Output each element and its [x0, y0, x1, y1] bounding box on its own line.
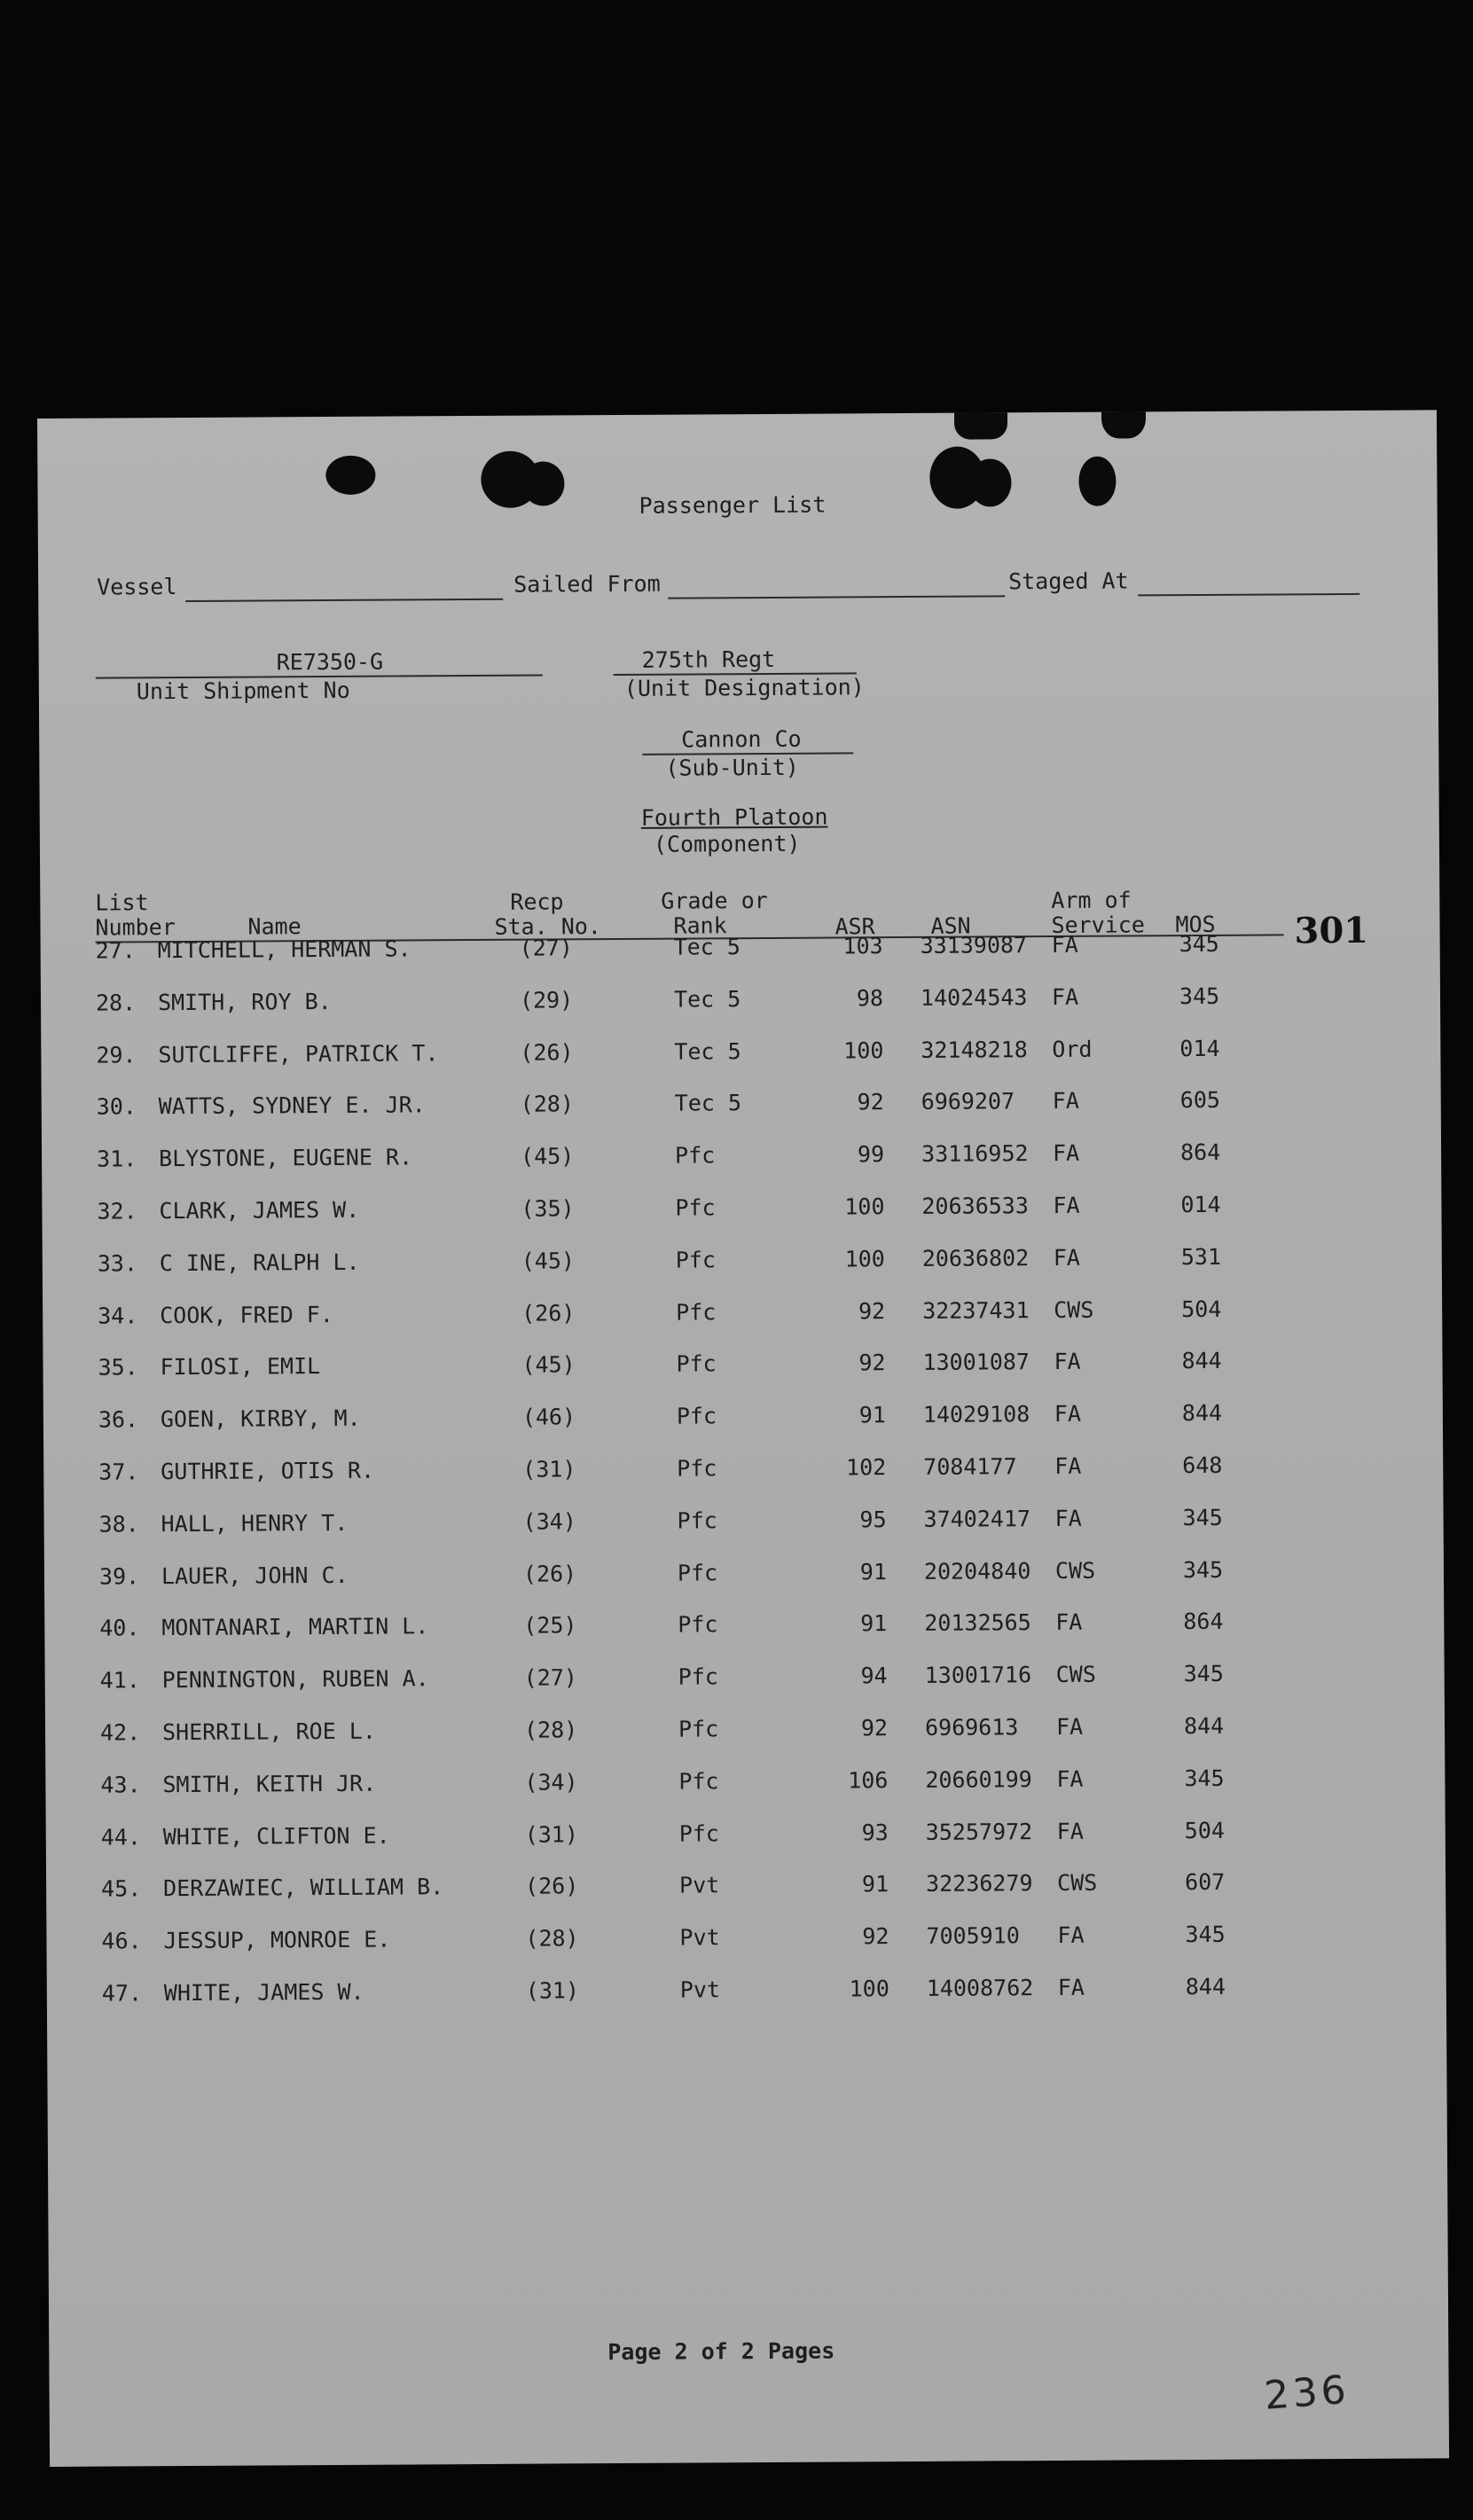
row-asn: 33139087 — [920, 932, 1028, 959]
row-asn: 7084177 — [923, 1453, 1017, 1480]
row-recp-station: (26) — [520, 1038, 574, 1066]
row-grade: Pfc — [675, 1247, 717, 1273]
row-arm-of-service: FA — [1054, 1401, 1082, 1428]
punch-hole — [1078, 457, 1116, 506]
unit-shipment-label: Unit Shipment No — [136, 677, 350, 705]
row-mos: 844 — [1183, 1712, 1225, 1740]
table-row — [43, 1347, 1373, 1385]
row-arm-of-service: FA — [1056, 1818, 1084, 1844]
punch-hole — [968, 458, 1011, 506]
row-name: WHITE, CLIFTON E. — [162, 1822, 390, 1850]
row-mos: 531 — [1180, 1243, 1222, 1270]
row-asn: 32148218 — [921, 1036, 1028, 1063]
row-name: PENNINGTON, RUBEN A. — [161, 1665, 429, 1694]
row-asr: 102 — [845, 1454, 887, 1481]
table-row — [47, 1973, 1377, 2011]
col-asr: ASR — [834, 913, 875, 940]
row-asr: 103 — [842, 933, 883, 959]
row-list-number: 36. — [98, 1406, 139, 1433]
row-name: HALL, HENRY T. — [161, 1509, 349, 1537]
row-asn: 20636802 — [921, 1244, 1030, 1272]
row-list-number: 40. — [99, 1615, 140, 1641]
table-row — [43, 1399, 1374, 1437]
row-arm-of-service: CWS — [1054, 1557, 1096, 1584]
row-list-number: 28. — [95, 990, 137, 1016]
page-title: Passenger List — [639, 491, 827, 519]
row-asn: 14008762 — [926, 1975, 1034, 2001]
col-grade-2: Rank — [673, 912, 727, 939]
table-row — [46, 1816, 1376, 1854]
row-grade: Pvt — [679, 1924, 720, 1951]
row-list-number: 33. — [97, 1250, 138, 1277]
row-mos: 844 — [1181, 1348, 1222, 1374]
row-mos: 648 — [1182, 1452, 1223, 1479]
table-row — [46, 1868, 1376, 1906]
row-grade: Pvt — [679, 1976, 721, 2003]
row-list-number: 46. — [101, 1928, 142, 1954]
unit-designation-label: (Unit Designation) — [623, 674, 865, 701]
row-name: SUTCLIFFE, PATRICK T. — [158, 1039, 439, 1068]
row-asr: 100 — [844, 1245, 885, 1272]
row-asr: 95 — [859, 1506, 887, 1533]
row-grade: Pfc — [677, 1507, 717, 1534]
row-recp-station: (31) — [524, 1820, 579, 1848]
row-arm-of-service: FA — [1057, 1974, 1085, 2001]
row-name: SHERRILL, ROE L. — [161, 1718, 376, 1746]
row-recp-station: (26) — [525, 1873, 579, 1900]
row-asr: 100 — [843, 1037, 884, 1064]
row-name: COOK, FRED F. — [160, 1301, 333, 1328]
row-grade: Tec 5 — [674, 1090, 742, 1117]
row-recp-station: (29) — [519, 987, 574, 1013]
row-asr: 93 — [861, 1819, 889, 1845]
row-grade: Pfc — [675, 1194, 716, 1221]
row-grade: Pfc — [676, 1403, 717, 1429]
table-row — [45, 1712, 1375, 1750]
col-recp-1: Recp — [510, 888, 564, 915]
row-arm-of-service: CWS — [1057, 1870, 1098, 1897]
row-grade: Pfc — [675, 1142, 716, 1169]
row-asr: 91 — [860, 1610, 888, 1637]
sailed-from-label: Sailed From — [513, 570, 661, 598]
row-list-number: 29. — [96, 1041, 137, 1068]
row-asr: 92 — [857, 1089, 884, 1115]
row-arm-of-service: FA — [1054, 1349, 1081, 1375]
row-asr: 92 — [858, 1350, 886, 1376]
row-asr: 91 — [861, 1871, 889, 1898]
row-recp-station: (28) — [523, 1717, 578, 1743]
row-recp-station: (45) — [521, 1143, 575, 1170]
table-row — [43, 1295, 1373, 1333]
sailed-from-line — [668, 595, 1005, 599]
row-grade: Pfc — [678, 1768, 719, 1795]
row-recp-station: (26) — [521, 1299, 576, 1327]
row-mos: 605 — [1179, 1087, 1220, 1114]
row-list-number: 42. — [99, 1719, 141, 1746]
component-label: (Component) — [653, 830, 801, 857]
torn-corner — [954, 410, 1007, 439]
col-asn: ASN — [930, 912, 971, 939]
table-row — [46, 1921, 1376, 1959]
row-asn: 20132565 — [924, 1609, 1031, 1637]
row-mos: 345 — [1179, 930, 1219, 958]
table-row — [41, 930, 1371, 968]
row-asn: 6969613 — [924, 1714, 1019, 1741]
row-arm-of-service: FA — [1057, 1922, 1085, 1949]
row-mos: 014 — [1179, 1035, 1220, 1061]
row-grade: Pvt — [679, 1872, 720, 1898]
row-asn: 13001087 — [922, 1349, 1030, 1376]
row-mos: 345 — [1182, 1504, 1223, 1530]
row-asr: 92 — [858, 1297, 886, 1324]
row-list-number: 39. — [98, 1562, 140, 1590]
row-asr: 100 — [844, 1193, 885, 1220]
table-row — [41, 1034, 1371, 1072]
row-mos: 345 — [1184, 1765, 1225, 1791]
row-arm-of-service: FA — [1053, 1192, 1080, 1219]
row-list-number: 44. — [100, 1823, 142, 1851]
table-row — [44, 1555, 1375, 1593]
row-asn: 35257972 — [925, 1818, 1033, 1845]
row-name: C INE, RALPH L. — [159, 1248, 360, 1276]
row-arm-of-service: FA — [1051, 983, 1079, 1010]
row-name: GUTHRIE, OTIS R. — [161, 1457, 375, 1485]
row-recp-station: (45) — [521, 1248, 576, 1274]
row-mos: 864 — [1183, 1608, 1224, 1635]
row-name: SMITH, ROY B. — [157, 988, 332, 1015]
row-asr: 106 — [848, 1766, 889, 1794]
row-name: DERZAWIEC, WILLIAM B. — [163, 1874, 444, 1902]
row-asn: 6969207 — [921, 1088, 1015, 1115]
row-recp-station: (31) — [525, 1977, 580, 2004]
row-arm-of-service: FA — [1052, 1140, 1080, 1167]
row-grade: Pfc — [677, 1559, 718, 1586]
row-mos: 345 — [1179, 982, 1220, 1009]
table-row — [43, 1452, 1374, 1490]
row-name: JESSUP, MONROE E. — [163, 1926, 391, 1954]
staged-at-line — [1138, 593, 1359, 597]
row-mos: 345 — [1183, 1661, 1224, 1687]
torn-corner — [1101, 410, 1146, 438]
row-name: LAUER, JOHN C. — [161, 1561, 349, 1589]
row-arm-of-service: FA — [1054, 1505, 1082, 1531]
table-row — [42, 1086, 1372, 1124]
row-list-number: 38. — [98, 1511, 139, 1538]
row-asn: 37402417 — [923, 1505, 1031, 1532]
row-mos: 844 — [1181, 1400, 1223, 1427]
row-arm-of-service: FA — [1053, 1244, 1080, 1271]
col-arm-1: Arm of — [1051, 887, 1132, 914]
handwritten-number: 236 — [1262, 2367, 1352, 2419]
row-asr: 91 — [858, 1402, 886, 1428]
row-asr: 99 — [857, 1141, 885, 1168]
row-asr: 94 — [860, 1663, 888, 1689]
row-recp-station: (26) — [522, 1560, 577, 1587]
row-asr: 100 — [849, 1976, 889, 2002]
row-name: MITCHELL, HERMAN S. — [157, 935, 411, 964]
row-arm-of-service: FA — [1052, 1088, 1079, 1115]
row-arm-of-service: FA — [1055, 1713, 1084, 1741]
row-grade: Pfc — [678, 1663, 718, 1690]
row-mos: 844 — [1185, 1973, 1226, 2000]
row-asr: 98 — [856, 984, 884, 1012]
row-arm-of-service: Ord — [1052, 1036, 1093, 1062]
row-mos: 345 — [1185, 1921, 1226, 1948]
table-row — [45, 1660, 1375, 1698]
row-grade: Tec 5 — [673, 934, 741, 960]
row-arm-of-service: FA — [1051, 931, 1078, 959]
row-grade: Pfc — [676, 1350, 717, 1378]
row-recp-station: (27) — [523, 1664, 577, 1691]
row-grade: Tec 5 — [673, 985, 741, 1013]
row-name: GOEN, KIRBY, M. — [160, 1405, 361, 1433]
row-recp-station: (28) — [525, 1925, 579, 1952]
row-recp-station: (27) — [519, 935, 573, 961]
row-grade: Pfc — [678, 1611, 718, 1639]
row-list-number: 47. — [101, 1980, 143, 2007]
row-list-number: 41. — [99, 1667, 140, 1694]
row-arm-of-service: CWS — [1055, 1661, 1096, 1688]
vessel-line — [185, 599, 503, 602]
row-list-number: 37. — [98, 1459, 139, 1485]
row-name: BLYSTONE, EUGENE R. — [159, 1144, 413, 1172]
table-row — [45, 1765, 1375, 1803]
table-row — [41, 982, 1371, 1021]
row-recp-station: (35) — [521, 1195, 575, 1222]
row-name: FILOSI, EMIL — [160, 1353, 321, 1381]
row-list-number: 27. — [95, 937, 136, 964]
row-grade: Pfc — [677, 1455, 717, 1482]
row-recp-station: (34) — [522, 1508, 576, 1535]
row-recp-station: (46) — [521, 1404, 576, 1430]
row-asr: 91 — [859, 1558, 888, 1585]
row-arm-of-service: FA — [1054, 1452, 1082, 1480]
row-grade: Pfc — [676, 1298, 717, 1326]
row-list-number: 30. — [96, 1093, 137, 1120]
row-name: CLARK, JAMES W. — [159, 1196, 360, 1225]
row-asn: 32237431 — [922, 1296, 1030, 1324]
component: Fourth Platoon — [640, 803, 828, 831]
punch-hole — [521, 461, 564, 505]
row-mos: 345 — [1182, 1556, 1224, 1583]
row-name: WHITE, JAMES W. — [163, 1978, 364, 2007]
row-list-number: 45. — [101, 1875, 142, 1902]
staged-at-label: Staged At — [1008, 567, 1129, 595]
punch-hole — [325, 456, 375, 495]
row-mos: 607 — [1185, 1869, 1226, 1896]
row-asn: 7005910 — [926, 1922, 1020, 1950]
col-arm-2: Service — [1051, 912, 1145, 939]
col-grade-1: Grade or — [661, 887, 768, 914]
unit-shipment-no: RE7350-G — [276, 648, 384, 676]
row-recp-station: (28) — [520, 1091, 575, 1118]
row-asn: 32236279 — [926, 1870, 1033, 1898]
document-sheet — [37, 410, 1449, 2467]
stamp-number: 301 — [1294, 909, 1369, 952]
page-footer: Page 2 of 2 Pages — [607, 2337, 835, 2366]
row-asn: 20204840 — [923, 1557, 1031, 1585]
table-row — [42, 1139, 1372, 1177]
row-list-number: 43. — [100, 1772, 141, 1798]
row-mos: 504 — [1181, 1295, 1222, 1322]
row-name: WATTS, SYDNEY E. JR. — [158, 1092, 426, 1120]
row-asn: 13001716 — [924, 1662, 1032, 1689]
row-recp-station: (34) — [524, 1769, 578, 1796]
row-mos: 014 — [1180, 1191, 1221, 1218]
row-asr: 92 — [860, 1715, 889, 1741]
row-asn: 14024543 — [920, 983, 1028, 1011]
vessel-label: Vessel — [97, 574, 177, 600]
row-arm-of-service: FA — [1055, 1609, 1083, 1636]
row-name: SMITH, KEITH JR. — [162, 1770, 377, 1797]
col-name: Name — [247, 913, 302, 940]
row-asn: 20636533 — [921, 1193, 1029, 1219]
row-mos: 504 — [1184, 1817, 1225, 1843]
row-asn: 20660199 — [925, 1765, 1032, 1793]
row-list-number: 32. — [97, 1198, 137, 1225]
row-recp-station: (25) — [523, 1612, 577, 1640]
row-asn: 14029108 — [922, 1401, 1030, 1428]
row-list-number: 35. — [98, 1354, 138, 1381]
col-mos: MOS — [1175, 911, 1216, 938]
col-list-number-1: List — [95, 889, 149, 916]
table-row — [42, 1191, 1372, 1229]
row-name: MONTANARI, MARTIN L. — [161, 1613, 429, 1641]
table-row — [43, 1243, 1373, 1281]
table-row — [44, 1608, 1375, 1646]
row-mos: 864 — [1179, 1139, 1221, 1166]
row-asn: 33116952 — [921, 1140, 1029, 1168]
row-grade: Tec 5 — [674, 1037, 741, 1065]
row-recp-station: (31) — [522, 1456, 576, 1483]
col-list-number-2: Number — [95, 914, 176, 941]
sub-unit: Cannon Co — [681, 725, 802, 753]
sub-unit-label: (Sub-Unit) — [665, 754, 800, 781]
col-recp-2: Sta. No. — [494, 913, 602, 940]
unit-designation: 275th Regt — [641, 646, 776, 673]
row-list-number: 31. — [97, 1146, 137, 1172]
table-row — [44, 1504, 1375, 1542]
row-grade: Pfc — [678, 1716, 719, 1742]
row-asr: 92 — [862, 1923, 889, 1950]
row-arm-of-service: CWS — [1054, 1296, 1094, 1323]
row-arm-of-service: FA — [1056, 1765, 1084, 1792]
row-grade: Pfc — [678, 1820, 720, 1847]
row-recp-station: (45) — [521, 1351, 576, 1379]
row-list-number: 34. — [98, 1302, 138, 1329]
